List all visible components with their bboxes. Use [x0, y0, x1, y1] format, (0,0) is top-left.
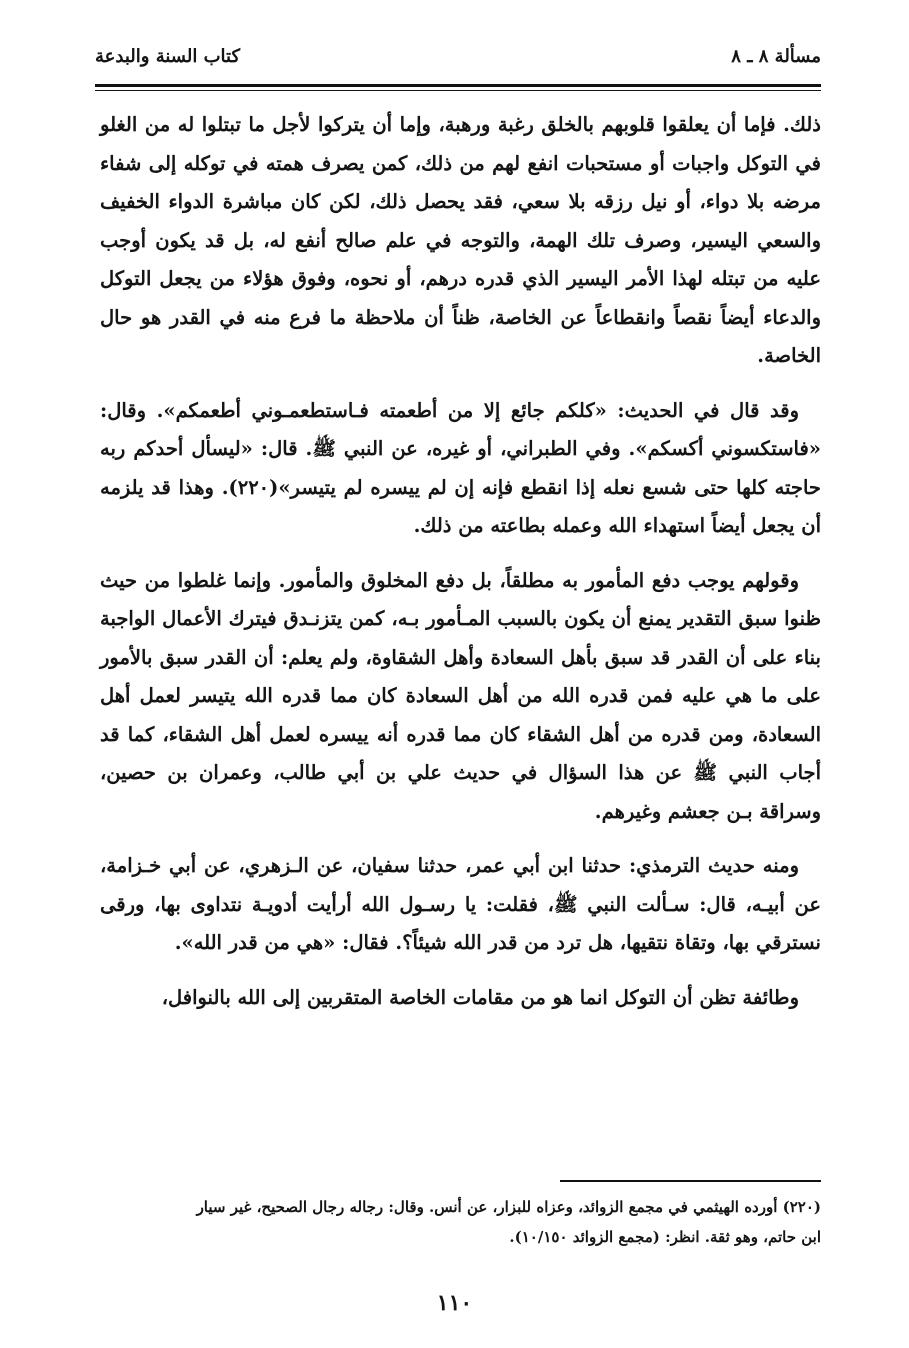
paragraph-4: ومنه حديث الترمذي: حدثنا ابن أبي عمر، حدثنا سفيان، عن الـزهري، عن أبي خـزامة، عن أبيـه، قال: سـألت النبي ﷺ، فقلت: يا رسـول الله أرأيت أدويـة نتداوى بها، ورقى نسترقي بها، وتقاة نتقيها، هل ترد من قدر الله شيئاً؟. فقال: «هي من قدر الله».: [100, 854, 821, 954]
paragraph-5: وطائفة تظن أن التوكل انما هو من مقامات الخاصة المتقربين إلى الله بالنوافل،: [161, 985, 799, 1009]
footnote-separator: [560, 1180, 821, 1182]
footnote-line-2: ابن حاتم، وهو ثقة. انظر: (مجمع الزوائد ١٠/١٥٠).: [509, 1228, 821, 1246]
running-header: [95, 36, 821, 76]
footnote: [95, 1192, 821, 1252]
header-book-title: كتاب السنة والبدعة: [95, 45, 241, 67]
paragraph-1: ذلك. فإما أن يعلقوا قلوبهم بالخلق رغبة ورهبة، وإما أن يتركوا لأجل ما تبتلوا له من الغلو في التوكل واجبات أو مستحبات انفع لهم من ذلك، كمن يصرف همته في توكله إلى شفاء مرضه بلا دواء، أو نيل رزقه بلا سعي، فقد يحصل ذلك، لكن كان مباشرة الدواء الخفيف والسعي اليسير، وصرف تلك الهمة، والتوجه في علم صالح أنفع له، بل قد يكون أوجب عليه من تبتله لهذا الأمر اليسير الذي قدره درهم، أو نحوه، وفوق هؤلاء من يجعل التوكل والدعاء أيضاً نقصاً وانقطاعاً عن الخاصة، ظناً أن ملاحظة ما فرع منه في القدر هو حال الخاصة.: [100, 113, 821, 367]
paragraph-3: وقولهم يوجب دفع المأمور به مطلقاً، بل دفع المخلوق والمأمور. وإنما غلطوا من حيث ظنوا سبق التقدير يمنع أن يكون بالسبب المـأمور بـه، كمن يتزنـدق فيترك الأعمال الواجبة بناء على أن القدر قد سبق بأهل السعادة وأهل الشقاوة، ولم يعلم: أن القدر سبق بالأمور على ما هي عليه فمن قدره الله من أهل السعادة كان مما قدره الله يتيسر لعمل أهل السعادة، ومن قدره من أهل الشقاء كان مما قدره أنه ييسره لعمل أهل الشقاء، كما قد أجاب النبي ﷺ عن هذا السؤال في حديث علي بن أبي طالب، وعمران بن حصين، وسراقة بـن جعشم وغيرهم.: [100, 568, 821, 823]
header-issue-number: مسألة ٨ ـ ٨: [731, 45, 821, 67]
main-text: [100, 106, 821, 1033]
header-rule-thin: [95, 90, 821, 91]
page-number: ١١٠: [436, 1290, 473, 1316]
header-rule-thick: [95, 84, 821, 87]
footnote-line-1: (٢٢٠) أورده الهيثمي في مجمع الزوائد، وعزاه للبزار، عن أنس. وقال: رجاله رجال الصحيح، غير سيار: [196, 1198, 821, 1216]
paragraph-2: وقد قال في الحديث: «كلكم جائع إلا من أطعمته فـاستطعمـوني أطعمكم». وقال: «فاستكسوني أكسكم». وفي الطبراني، أو غيره، عن النبي ﷺ. قال: «ليسأل أحدكم ربه حاجته كلها حتى شسع نعله إذا انقطع فإنه إن لم ييسره لم يتيسر»(٢٢٠). وهذا قد يلزمه أن يجعل أيضاً استهداء الله وعمله بطاعته من ذلك.: [100, 398, 821, 537]
